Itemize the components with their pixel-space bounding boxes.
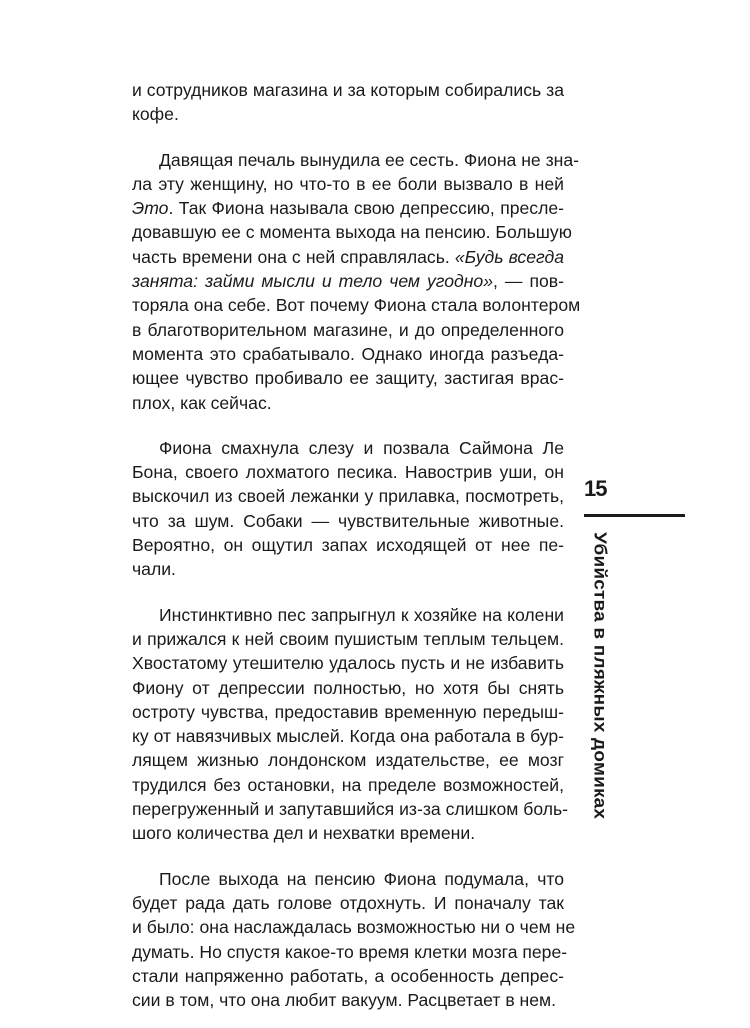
text-line: перегруженный и запутавшийся из-за слишком боль-	[132, 799, 569, 820]
page-number: 15	[584, 476, 607, 501]
text-line: стали напряженно работать, а особенность депрес-	[132, 965, 564, 986]
text-line: и прижался к ней своим пушистым теплым тельцем.	[132, 628, 564, 649]
text-line: Фиону от депрессии полностью, но хотя бы снять	[132, 677, 564, 698]
running-title: Убийства в пляжных домиках	[589, 532, 610, 820]
text-line: остроту чувства, предоставив временную передыш-	[132, 701, 564, 722]
text-line: момента это срабатывало. Однако иногда разъеда-	[132, 343, 564, 364]
text-line: шого количества дел и нехватки времени.	[132, 823, 476, 844]
text-line: Бона, своего лохматого песика. Навострив уши, он	[132, 462, 564, 483]
text-line: Фиона смахнула слезу и позвала Саймона Ле	[159, 437, 564, 458]
text-line: часть времени она с ней справлялась. «Будь всегда	[132, 246, 564, 267]
text-line: плох, как сейчас.	[132, 392, 272, 413]
text-line: выскочил из своей лежанки у прилавка, посмотреть,	[132, 486, 564, 507]
text-line: сии в том, что она любит вакуум. Расцветает в нем.	[132, 990, 557, 1011]
text-line: торяла она себе. Вот почему Фиона стала волонтером	[132, 295, 581, 316]
text-line: думать. Но спустя какое-то время клетки мозга пере-	[132, 941, 568, 962]
text-line: лящем жизнью лондонском издательстве, ее мозг	[132, 750, 564, 771]
text-line: и сотрудников магазина и за которым собирались за	[132, 80, 564, 100]
text-line: довавшую ее с момента выхода на пенсию. Большую	[132, 222, 572, 243]
text-line: что за шум. Собаки — чувствительные животные.	[132, 510, 564, 531]
text-line: в благотворительном магазине, и до определенного	[132, 319, 564, 340]
text-line: После выхода на пенсию Фиона подумала, что	[159, 868, 564, 889]
body-text	[132, 78, 581, 1028]
text-line: кофе.	[132, 104, 179, 125]
text-line: будет рада дать голове отдохнуть. И поначалу так	[132, 892, 564, 913]
text-line: ку от навязчивых мыслей. Когда она работала в бур-	[132, 726, 565, 747]
text-line: чали.	[132, 559, 176, 580]
text-line: Это. Так Фиона называла свою депрессию, пресле-	[132, 198, 564, 219]
text-line: трудился без остановки, на пределе возможностей,	[132, 774, 564, 795]
text-line: Хвостатому утешителю удалось пусть и не избавить	[132, 653, 564, 674]
text-line: ющее чувство пробивало ее защиту, застигая врас-	[132, 368, 564, 389]
text-line: Давящая печаль вынудила ее сесть. Фиона не зна-	[159, 149, 580, 170]
text-line: и было: она наслаждалась возможностью ни о чем не	[132, 917, 576, 938]
text-line: ла эту женщину, но что-то в ее боли вызвало в ней	[132, 173, 564, 194]
text-line: Вероятно, он ощутил запах исходящей от нее пе-	[132, 535, 564, 556]
text-line: Инстинктивно пес запрыгнул к хозяйке на колени	[159, 604, 564, 625]
text-line: занята: займи мысли и тело чем угодно», — пов-	[132, 271, 564, 292]
sidebar-divider	[584, 514, 685, 517]
